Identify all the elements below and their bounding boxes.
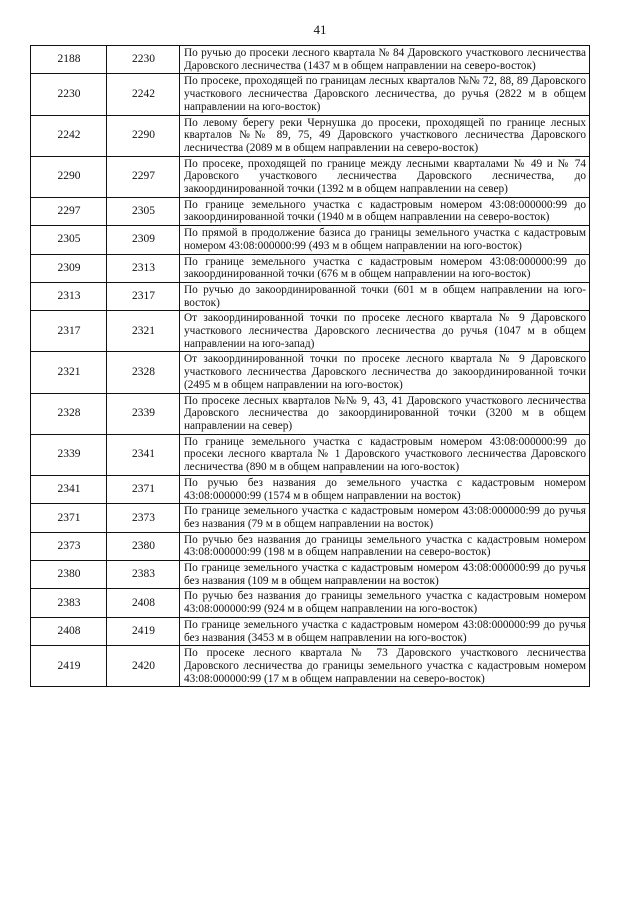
to-point-cell: 2297 xyxy=(107,156,180,197)
table-row xyxy=(31,282,590,310)
table-row xyxy=(31,589,590,617)
description-cell: По просеке лесных кварталов №№ 9, 43, 41 Даровского участкового лесничества Даровского лесничества до закоординированной точки (3200 м в общем направлении на север) xyxy=(180,393,590,434)
from-point-cell: 2419 xyxy=(31,646,107,687)
to-point-cell: 2383 xyxy=(107,561,180,589)
table-row xyxy=(31,74,590,115)
to-point-cell: 2290 xyxy=(107,115,180,156)
description-cell: По просеке, проходящей по границам лесных кварталов №№ 72, 88, 89 Даровского участкового лесничества Даровского лесничества, до ручья (2822 м в общем направлении на юго-восток) xyxy=(180,74,590,115)
from-point-cell: 2188 xyxy=(31,46,107,74)
to-point-cell: 2371 xyxy=(107,475,180,503)
to-point-cell: 2313 xyxy=(107,254,180,282)
from-point-cell: 2309 xyxy=(31,254,107,282)
to-point-cell: 2339 xyxy=(107,393,180,434)
table-row xyxy=(31,475,590,503)
to-point-cell: 2408 xyxy=(107,589,180,617)
table-row xyxy=(31,156,590,197)
to-point-cell: 2420 xyxy=(107,646,180,687)
description-cell: По ручью без названия до границы земельного участка с кадастровым номером 43:08:000000:99 (924 м в общем направлении на юго-восток) xyxy=(180,589,590,617)
from-point-cell: 2373 xyxy=(31,532,107,560)
from-point-cell: 2242 xyxy=(31,115,107,156)
to-point-cell: 2328 xyxy=(107,352,180,393)
to-point-cell: 2230 xyxy=(107,46,180,74)
to-point-cell: 2419 xyxy=(107,617,180,645)
table-row xyxy=(31,115,590,156)
description-cell: По границе земельного участка с кадастровым номером 43:08:000000:99 до просеки лесного квартала № 1 Даровского участкового лесничества Даровского лесничества (890 м в общем направлении на юго-восток) xyxy=(180,434,590,475)
to-point-cell: 2341 xyxy=(107,434,180,475)
description-cell: От закоординированной точки по просеке лесного квартала № 9 Даровского участкового лесничества Даровского лесничества до ручья (1047 м в общем направлении на юго-запад) xyxy=(180,311,590,352)
to-point-cell: 2380 xyxy=(107,532,180,560)
to-point-cell: 2321 xyxy=(107,311,180,352)
table-row xyxy=(31,311,590,352)
from-point-cell: 2328 xyxy=(31,393,107,434)
from-point-cell: 2371 xyxy=(31,504,107,532)
from-point-cell: 2383 xyxy=(31,589,107,617)
description-cell: По границе земельного участка с кадастровым номером 43:08:000000:99 до закоординированной точки (676 м в общем направлении на юго-восток) xyxy=(180,254,590,282)
table-row xyxy=(31,226,590,254)
description-cell: По ручью без названия до земельного участка с кадастровым номером 43:08:000000:99 (1574 м в общем направлении на восток) xyxy=(180,475,590,503)
from-point-cell: 2290 xyxy=(31,156,107,197)
from-point-cell: 2321 xyxy=(31,352,107,393)
from-point-cell: 2305 xyxy=(31,226,107,254)
description-cell: По просеке лесного квартала № 73 Даровского участкового лесничества Даровского лесничества до границы земельного участка с кадастровым номером 43:08:000000:99 (17 м в общем направлении на северо-восток) xyxy=(180,646,590,687)
from-point-cell: 2341 xyxy=(31,475,107,503)
description-cell: По границе земельного участка с кадастровым номером 43:08:000000:99 до ручья без названия (109 м в общем направлении на восток) xyxy=(180,561,590,589)
description-cell: По просеке, проходящей по границе между лесными кварталами № 49 и № 74 Даровского участкового лесничества Даровского лесничества, до закоординированной точки (1392 м в общем направлении на север) xyxy=(180,156,590,197)
boundary-description-table xyxy=(30,45,590,687)
from-point-cell: 2230 xyxy=(31,74,107,115)
table-body xyxy=(31,46,590,687)
to-point-cell: 2242 xyxy=(107,74,180,115)
to-point-cell: 2373 xyxy=(107,504,180,532)
from-point-cell: 2380 xyxy=(31,561,107,589)
description-cell: По ручью до закоординированной точки (601 м в общем направлении на юго-восток) xyxy=(180,282,590,310)
from-point-cell: 2339 xyxy=(31,434,107,475)
description-cell: По границе земельного участка с кадастровым номером 43:08:000000:99 до ручья без названия (3453 м в общем направлении на юго-восток) xyxy=(180,617,590,645)
table-row xyxy=(31,434,590,475)
from-point-cell: 2297 xyxy=(31,197,107,225)
table-row xyxy=(31,352,590,393)
description-cell: По прямой в продолжение базиса до границы земельного участка с кадастровым номером 43:08:000000:99 (493 м в общем направлении на юго-восток) xyxy=(180,226,590,254)
from-point-cell: 2408 xyxy=(31,617,107,645)
description-cell: По границе земельного участка с кадастровым номером 43:08:000000:99 до закоординированной точки (1940 м в общем направлении на северо-восток) xyxy=(180,197,590,225)
table-row xyxy=(31,561,590,589)
page-number: 41 xyxy=(313,22,327,37)
table-row xyxy=(31,617,590,645)
table-row xyxy=(31,646,590,687)
description-cell: От закоординированной точки по просеке лесного квартала № 9 Даровского участкового лесничества Даровского лесничества до закоординированной точки (2495 м в общем направлении на юго-восток) xyxy=(180,352,590,393)
table-row xyxy=(31,197,590,225)
table-row xyxy=(31,254,590,282)
description-cell: По левому берегу реки Чернушка до просеки, проходящей по границе лесных кварталов №№ 89, 75, 49 Даровского участкового лесничества Даровского лесничества (2089 м в общем направлении на северо-восток) xyxy=(180,115,590,156)
to-point-cell: 2317 xyxy=(107,282,180,310)
from-point-cell: 2313 xyxy=(31,282,107,310)
to-point-cell: 2305 xyxy=(107,197,180,225)
description-cell: По ручью без названия до границы земельного участка с кадастровым номером 43:08:000000:99 (198 м в общем направлении на северо-восток) xyxy=(180,532,590,560)
table-row xyxy=(31,504,590,532)
description-cell: По границе земельного участка с кадастровым номером 43:08:000000:99 до ручья без названия (79 м в общем направлении на восток) xyxy=(180,504,590,532)
from-point-cell: 2317 xyxy=(31,311,107,352)
description-cell: По ручью до просеки лесного квартала № 84 Даровского участкового лесничества Даровского лесничества (1437 м в общем направлении на северо-восток) xyxy=(180,46,590,74)
to-point-cell: 2309 xyxy=(107,226,180,254)
table-row xyxy=(31,393,590,434)
table-row xyxy=(31,46,590,74)
table-row xyxy=(31,532,590,560)
